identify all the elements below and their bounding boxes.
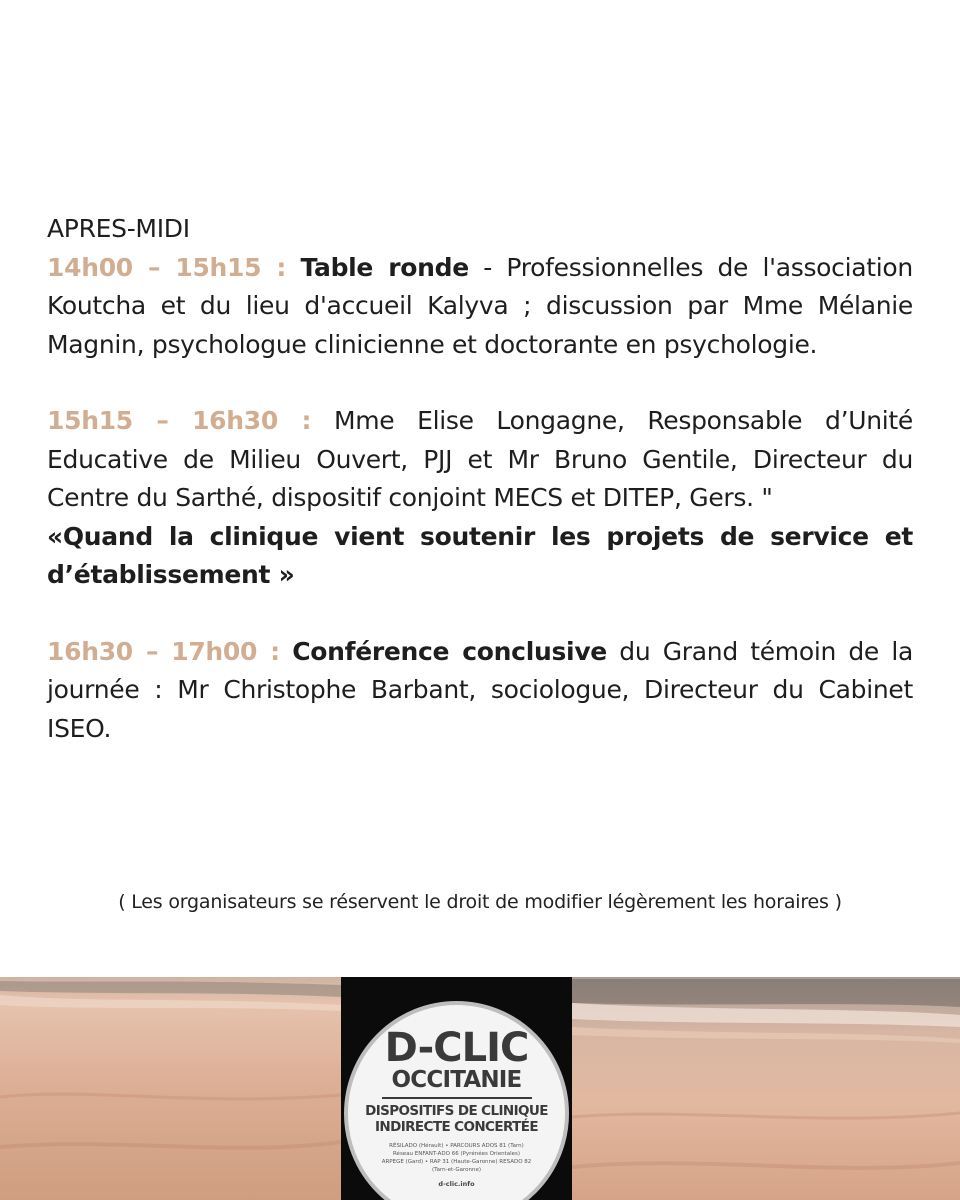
program-item-2 bbox=[47, 402, 913, 595]
session-description: - Professionnelles de l'association Koutcha et du lieu d'accueil Kalyva ; discussion par Mme Mélanie Magnin, psychologue clinicienne et doctorante en psychologie. bbox=[47, 252, 913, 359]
logo-network-list: RÉSILADO (Hérault) • PARCOURS ADOS 81 (Tarn) Réseau ENFANT-ADO 66 (Pyrénées Orientales) ARPEGE (Gard) • RAP 31 (Haute-Garonne) RESADO 82 (Tarn-et-Garonne) bbox=[381, 1143, 532, 1173]
time-range: 15h15 – 16h30 : bbox=[47, 406, 312, 435]
time-range: 14h00 – 15h15 : bbox=[47, 252, 287, 282]
program-item-3 bbox=[47, 633, 913, 749]
session-quote-title: «Quand la clinique vient soutenir les projets de service et d’établissement » bbox=[47, 521, 913, 589]
session-title: Table ronde bbox=[300, 252, 469, 282]
logo-title: D-CLIC bbox=[384, 1025, 529, 1071]
time-range: 16h30 – 17h00 : bbox=[47, 636, 280, 666]
session-title: Conférence conclusive bbox=[292, 636, 607, 666]
logo-divider bbox=[382, 1097, 532, 1099]
program-content bbox=[47, 210, 913, 748]
session-description: du Grand témoin de la journée : Mr Christophe Barbant, sociologue, Directeur du Cabinet ISEO. bbox=[47, 636, 913, 743]
logo-subtitle-2: INDIRECTE CONCERTÉE bbox=[374, 1119, 539, 1135]
schedule-disclaimer: ( Les organisateurs se réservent le droit de modifier légèrement les horaires ) bbox=[118, 891, 842, 913]
section-heading: APRES-MIDI bbox=[47, 214, 190, 243]
d-clic-occitanie-logo bbox=[344, 1001, 569, 1200]
logo-panel bbox=[341, 977, 572, 1200]
logo-region: OCCITANIE bbox=[391, 1067, 522, 1093]
logo-url: d-clic.info bbox=[438, 1180, 475, 1188]
program-item-1 bbox=[47, 249, 913, 365]
session-description: Mme Elise Longagne, Responsable d’Unité Educative de Milieu Ouvert, PJJ et Mr Bruno Gentile, Directeur du Centre du Sarthé, dispositif conjoint MECS et DITEP, Gers. " bbox=[47, 406, 913, 512]
logo-subtitle-1: DISPOSITIFS DE CLINIQUE bbox=[365, 1103, 548, 1119]
